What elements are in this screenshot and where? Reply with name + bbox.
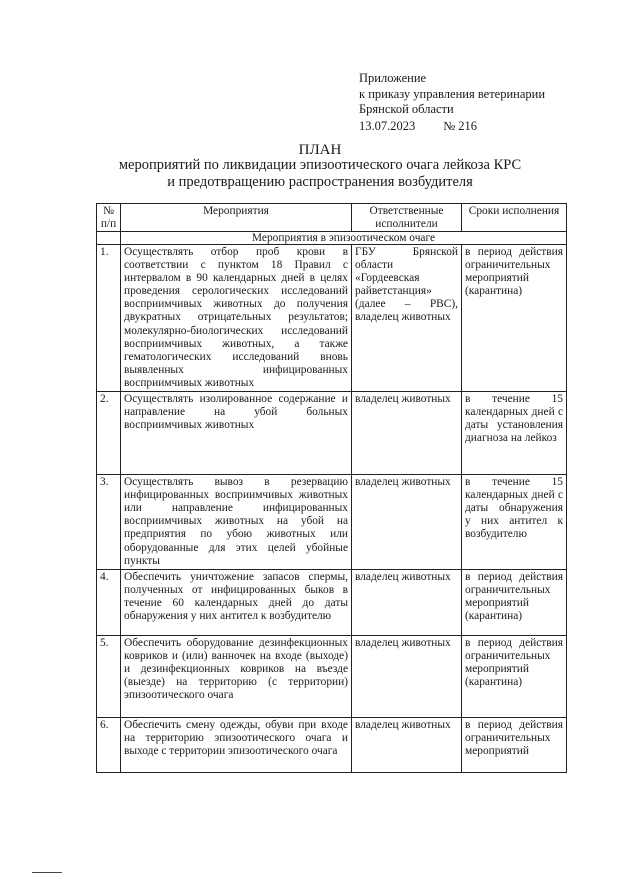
table-row (97, 475, 567, 570)
row-num: 3. (97, 475, 121, 570)
page-edge-mark (32, 872, 62, 873)
row-term: в период действия ограничительных мероприятий (карантина) (462, 570, 567, 636)
approval-date: 13.07.2023 (359, 118, 416, 133)
row-responsible: владелец животных (352, 718, 462, 773)
approval-date-number (359, 119, 545, 135)
table-row (97, 718, 567, 773)
row-term: в период действия ограничительных мероприятий (462, 718, 567, 773)
row-responsible: владелец животных (352, 392, 462, 475)
approval-block (359, 71, 545, 134)
row-activity: Осуществлять отбор проб крови в соответствии с пунктом 18 Правил с интервалом в 90 календарных дней в целях проведения серологических исследований восприимчивых животных до получения двукратных отрицательных результатов; молекулярно-биологических исследований восприимчивых животных, а также гематологических исследований вновь выявленных инфицированных восприимчивых животных (121, 245, 352, 392)
row-responsible: владелец животных (352, 636, 462, 718)
section-row (97, 232, 567, 245)
row-num: 6. (97, 718, 121, 773)
row-activity: Обеспечить оборудование дезинфекционных ковриков и (или) ванночек на входе (выходе) и дезинфекционных ковриков на въезде (выезде) на территорию (с территории) эпизоотического очага (121, 636, 352, 718)
header-term: Сроки исполнения (462, 204, 567, 232)
row-num: 1. (97, 245, 121, 392)
table-row (97, 392, 567, 475)
document-subtitle (100, 157, 540, 190)
row-activity: Обеспечить смену одежды, обуви при входе на территорию эпизоотического очага и выходе с территории эпизоотического очага (121, 718, 352, 773)
row-num: 2. (97, 392, 121, 475)
row-num: 4. (97, 570, 121, 636)
row-activity: Осуществлять изолированное содержание и направление на убой больных восприимчивых животных (121, 392, 352, 475)
document-title: ПЛАН (298, 142, 342, 158)
approval-line-3: Брянской области (359, 102, 454, 116)
section-num-cell (97, 232, 121, 245)
section-title: Мероприятия в эпизоотическом очаге (121, 232, 567, 245)
approval-line-1: Приложение (359, 71, 427, 85)
approval-line-2: к приказу управления ветеринарии (359, 86, 546, 101)
header-num: № п/п (97, 204, 121, 232)
row-term: в течение 15 календарных дней с даты обнаружения у них антител к возбудителю (462, 475, 567, 570)
row-term: в период действия ограничительных мероприятий (карантина) (462, 245, 567, 392)
row-responsible: владелец животных (352, 475, 462, 570)
row-term: в период действия ограничительных мероприятий (карантина) (462, 636, 567, 718)
row-responsible: ГБУ Брянской области «Гордеевская райветстанция» (далее – РВС), владелец животных (352, 245, 462, 392)
row-activity: Осуществлять вывоз в резервацию инфицированных восприимчивых животных или направление инфицированных восприимчивых животных на убой на предприятия по убою животных или оборудованные для этих целей убойные пункты (121, 475, 352, 570)
table-header-row (97, 204, 567, 232)
table-row (97, 570, 567, 636)
approval-number: № 216 (443, 118, 478, 133)
table-row (97, 636, 567, 718)
subtitle-line-1: мероприятий по ликвидации эпизоотического очага лейкоза КРС (118, 157, 522, 173)
header-activity: Мероприятия (121, 204, 352, 232)
row-activity: Обеспечить уничтожение запасов спермы, полученных от инфицированных быков в течение 60 календарных дней до даты обнаружения у них антител к возбудителю (121, 570, 352, 636)
subtitle-line-2: и предотвращению распространения возбудителя (167, 173, 473, 190)
plan-table (96, 203, 567, 773)
header-responsible: Ответственные исполнители (352, 204, 462, 232)
table-row (97, 245, 567, 392)
row-term: в течение 15 календарных дней с даты установления диагноза на лейкоз (462, 392, 567, 475)
row-responsible: владелец животных (352, 570, 462, 636)
row-num: 5. (97, 636, 121, 718)
